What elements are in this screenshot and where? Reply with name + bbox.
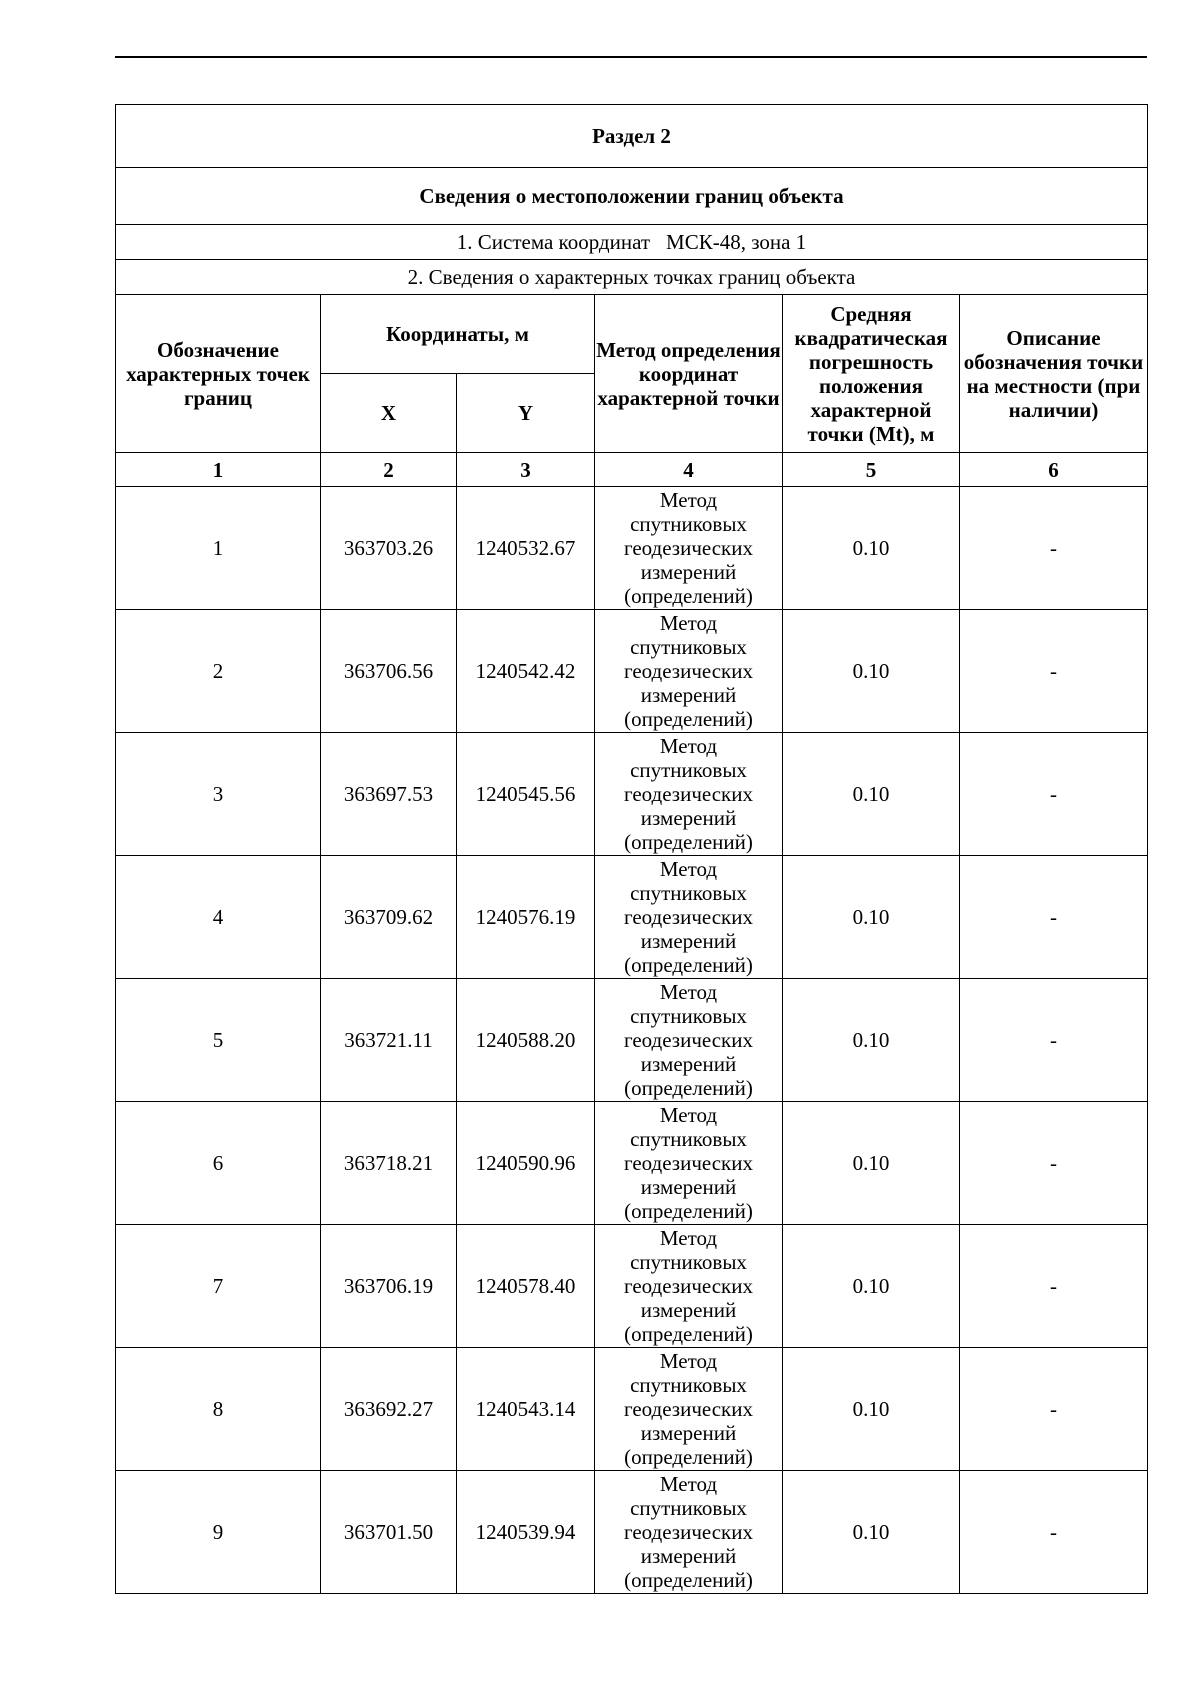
coord-y: 1240545.56: [457, 733, 595, 856]
mt-value: 0.10: [783, 1225, 960, 1348]
method-line: (определений): [624, 1445, 753, 1469]
points-info-label: 2. Сведения о характерных точках границ объекта: [116, 260, 1148, 295]
column-number: 3: [457, 453, 595, 487]
header-point-designation: Обозначение характерных точек границ: [116, 295, 321, 453]
section-subtitle: Сведения о местоположении границ объекта: [116, 168, 1148, 225]
header-coordinates: Координаты, м: [321, 295, 595, 374]
header-y: Y: [457, 374, 595, 453]
coord-x: 363706.56: [321, 610, 457, 733]
method-line: измерений: [640, 929, 737, 953]
point-description: -: [960, 856, 1148, 979]
method-line: (определений): [624, 1199, 753, 1223]
method-line: спутниковых: [630, 881, 747, 905]
method-line: измерений: [640, 1544, 737, 1568]
coord-x: 363697.53: [321, 733, 457, 856]
table-row: [116, 733, 1148, 856]
mt-value: 0.10: [783, 610, 960, 733]
method-cell: [595, 1471, 783, 1594]
method-line: Метод: [659, 488, 718, 512]
method-line: геодезических: [623, 782, 753, 806]
method-line: геодезических: [623, 1274, 753, 1298]
coord-system-value: МСК-48, зона 1: [666, 230, 807, 254]
point-number: 4: [116, 856, 321, 979]
method-line: геодезических: [623, 1520, 753, 1544]
coord-y: 1240578.40: [457, 1225, 595, 1348]
method-line: Метод: [659, 857, 718, 881]
table-row: [116, 610, 1148, 733]
table-row: [116, 1102, 1148, 1225]
mt-value: 0.10: [783, 979, 960, 1102]
coord-y: 1240539.94: [457, 1471, 595, 1594]
table-row: [116, 979, 1148, 1102]
method-line: спутниковых: [630, 1127, 747, 1151]
method-line: (определений): [624, 1568, 753, 1592]
method-line: (определений): [624, 584, 753, 608]
section-title: Раздел 2: [116, 105, 1148, 168]
column-number: 4: [595, 453, 783, 487]
method-line: спутниковых: [630, 1373, 747, 1397]
column-number: 6: [960, 453, 1148, 487]
table-row: [116, 1348, 1148, 1471]
table-row: [116, 1225, 1148, 1348]
table-row: [116, 856, 1148, 979]
method-line: измерений: [640, 1421, 737, 1445]
point-number: 5: [116, 979, 321, 1102]
method-line: Метод: [659, 1103, 718, 1127]
coord-x: 363706.19: [321, 1225, 457, 1348]
method-line: (определений): [624, 830, 753, 854]
mt-value: 0.10: [783, 733, 960, 856]
point-description: -: [960, 1102, 1148, 1225]
mt-value: 0.10: [783, 1471, 960, 1594]
method-line: спутниковых: [630, 1250, 747, 1274]
coord-y: 1240590.96: [457, 1102, 595, 1225]
method-cell: [595, 487, 783, 610]
method-line: (определений): [624, 707, 753, 731]
coord-x: 363709.62: [321, 856, 457, 979]
method-line: геодезических: [623, 1397, 753, 1421]
method-line: спутниковых: [630, 512, 747, 536]
mt-value: 0.10: [783, 856, 960, 979]
column-number: 1: [116, 453, 321, 487]
method-line: спутниковых: [630, 635, 747, 659]
coord-y: 1240588.20: [457, 979, 595, 1102]
method-cell: [595, 733, 783, 856]
method-cell: [595, 1102, 783, 1225]
point-number: 9: [116, 1471, 321, 1594]
column-number: 2: [321, 453, 457, 487]
method-line: измерений: [640, 683, 737, 707]
method-line: Метод: [659, 734, 718, 758]
mt-value: 0.10: [783, 1348, 960, 1471]
method-cell: [595, 610, 783, 733]
table-row: [116, 1471, 1148, 1594]
point-number: 2: [116, 610, 321, 733]
method-line: Метод: [659, 1349, 718, 1373]
method-cell: [595, 979, 783, 1102]
method-line: Метод: [659, 1226, 718, 1250]
method-cell: [595, 1225, 783, 1348]
method-line: Метод: [659, 611, 718, 635]
coord-y: 1240532.67: [457, 487, 595, 610]
coord-y: 1240576.19: [457, 856, 595, 979]
coord-x: 363721.11: [321, 979, 457, 1102]
method-line: геодезических: [623, 1028, 753, 1052]
method-cell: [595, 856, 783, 979]
point-number: 6: [116, 1102, 321, 1225]
point-number: 8: [116, 1348, 321, 1471]
method-line: спутниковых: [630, 758, 747, 782]
method-line: геодезических: [623, 905, 753, 929]
top-rule: [115, 56, 1147, 58]
header-description: Описание обозначения точки на местности (при наличии): [960, 295, 1148, 453]
point-description: -: [960, 610, 1148, 733]
coord-system-label: 1. Система координат: [456, 230, 651, 254]
point-number: 3: [116, 733, 321, 856]
method-line: спутниковых: [630, 1496, 747, 1520]
coord-y: 1240543.14: [457, 1348, 595, 1471]
coord-x: 363703.26: [321, 487, 457, 610]
method-line: измерений: [640, 1298, 737, 1322]
point-description: -: [960, 979, 1148, 1102]
point-description: -: [960, 1471, 1148, 1594]
boundary-points-table: [115, 104, 1148, 1594]
point-number: 1: [116, 487, 321, 610]
method-line: (определений): [624, 953, 753, 977]
method-line: измерений: [640, 1052, 737, 1076]
method-line: измерений: [640, 1175, 737, 1199]
mt-value: 0.10: [783, 1102, 960, 1225]
header-error: Средняя квадратическая погрешность положения характерной точки (Mt), м: [783, 295, 960, 453]
mt-value: 0.10: [783, 487, 960, 610]
method-line: геодезических: [623, 1151, 753, 1175]
method-line: геодезических: [623, 536, 753, 560]
method-line: спутниковых: [630, 1004, 747, 1028]
coord-x: 363718.21: [321, 1102, 457, 1225]
point-description: -: [960, 487, 1148, 610]
method-line: измерений: [640, 806, 737, 830]
method-line: измерений: [640, 560, 737, 584]
method-line: Метод: [659, 1472, 718, 1496]
header-method: Метод определения координат характерной точки: [595, 295, 783, 453]
coord-system-row: [116, 225, 1148, 260]
coord-y: 1240542.42: [457, 610, 595, 733]
method-line: (определений): [624, 1322, 753, 1346]
method-line: (определений): [624, 1076, 753, 1100]
point-number: 7: [116, 1225, 321, 1348]
table-row: [116, 487, 1148, 610]
coord-x: 363692.27: [321, 1348, 457, 1471]
point-description: -: [960, 733, 1148, 856]
point-description: -: [960, 1348, 1148, 1471]
column-number: 5: [783, 453, 960, 487]
point-description: -: [960, 1225, 1148, 1348]
coord-x: 363701.50: [321, 1471, 457, 1594]
header-x: X: [321, 374, 457, 453]
method-line: Метод: [659, 980, 718, 1004]
method-cell: [595, 1348, 783, 1471]
method-line: геодезических: [623, 659, 753, 683]
